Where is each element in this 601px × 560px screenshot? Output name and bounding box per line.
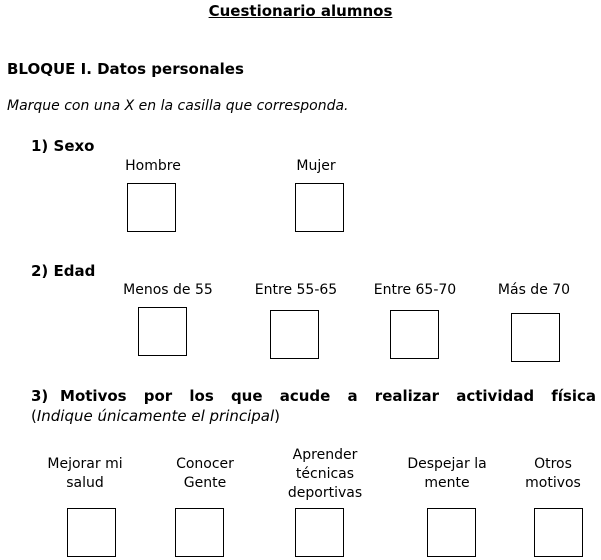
option-mas-70-label: Más de 70 xyxy=(497,282,571,298)
option-menos-55-label: Menos de 55 xyxy=(123,282,213,298)
option-mujer-label: Mujer xyxy=(296,158,336,174)
option-despejar-mente-checkbox[interactable] xyxy=(427,508,476,557)
option-55-65-label: Entre 55-65 xyxy=(254,282,338,298)
option-conocer-gente-checkbox[interactable] xyxy=(175,508,224,557)
instructions: Marque con una X en la casilla que corresponda. xyxy=(7,98,349,114)
option-aprender-tecnicas-label: Aprender técnicas deportivas xyxy=(287,447,363,501)
option-menos-55-checkbox[interactable] xyxy=(138,307,187,356)
question-3-note: Indique únicamente el principal xyxy=(36,407,275,425)
option-65-70-label: Entre 65-70 xyxy=(373,282,457,298)
page-title: Cuestionario alumnos xyxy=(208,2,393,20)
question-3-label: 3) Motivos por los que acude a realizar actividad física (Indique únicamente el principal) xyxy=(31,387,596,425)
option-otros-motivos-checkbox[interactable] xyxy=(534,508,583,557)
question-3-text: Motivos por los que acude a realizar actividad física xyxy=(60,387,596,405)
question-2-label: 2) Edad xyxy=(31,262,96,280)
option-conocer-gente-label: Conocer Gente xyxy=(176,456,234,491)
section-heading: BLOQUE I. Datos personales xyxy=(7,60,244,78)
option-hombre-label: Hombre xyxy=(125,158,181,174)
option-mujer-checkbox[interactable] xyxy=(295,183,344,232)
option-55-65-checkbox[interactable] xyxy=(270,310,319,359)
option-65-70-checkbox[interactable] xyxy=(390,310,439,359)
question-3-number: 3) xyxy=(31,387,49,405)
option-mejorar-salud-checkbox[interactable] xyxy=(67,508,116,557)
option-hombre-checkbox[interactable] xyxy=(127,183,176,232)
option-despejar-mente-label: Despejar la mente xyxy=(407,456,487,491)
option-aprender-tecnicas-checkbox[interactable] xyxy=(295,508,344,557)
question-1-label: 1) Sexo xyxy=(31,137,95,155)
option-mas-70-checkbox[interactable] xyxy=(511,313,560,362)
option-otros-motivos-label: Otros motivos xyxy=(525,456,581,491)
option-mejorar-salud-label: Mejorar mi salud xyxy=(47,456,123,491)
